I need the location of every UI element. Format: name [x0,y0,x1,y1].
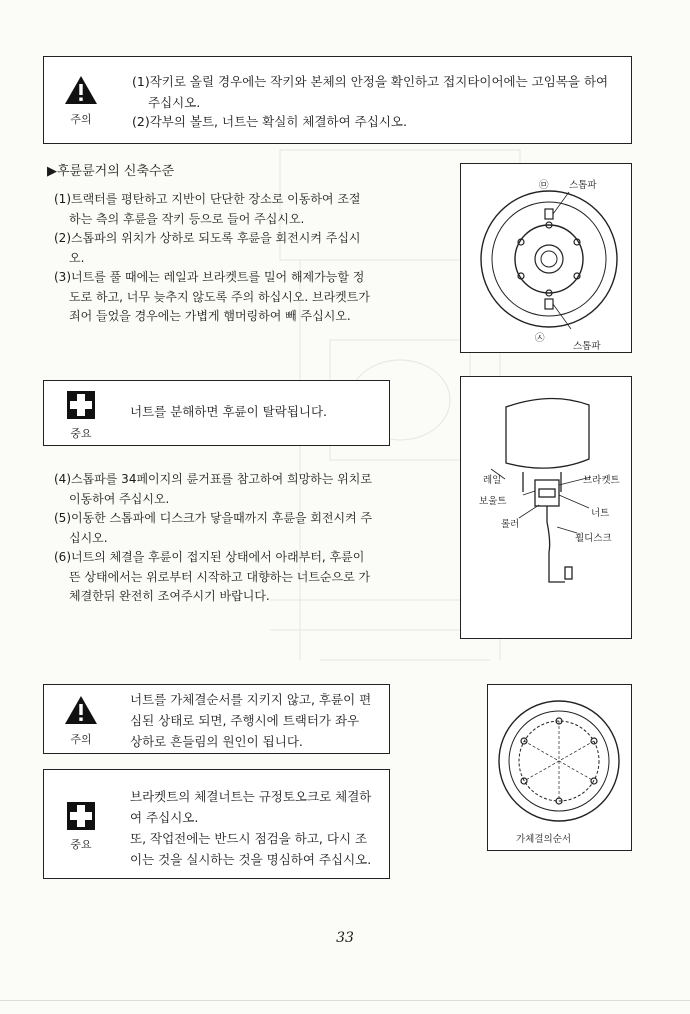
caution-line-2: (2)각부의 볼트, 너트는 확실히 체결하여 주십시오. [132,114,407,129]
important2-line-4: 이는 것을 실시하는 것을 명심하여 주십시오. [130,852,372,867]
caution-icon-group [56,75,106,127]
section-heading: ▶후륜륜거의 신축수준 [47,164,175,179]
warning-triangle-icon [64,75,98,105]
important-icon-group [56,391,106,441]
important-label: 중요 [70,427,92,440]
important2-line-2: 여 주십시오. [130,810,199,825]
important-text: 너트를 분해하면 후륜이 탈락됩니다. [130,404,328,419]
figure-wheel-stopper [460,163,632,353]
important-cross-icon [67,802,95,830]
page-edge-line [0,1000,690,1001]
important-icon-group-2 [56,802,106,852]
step-3: (3)너트를 풀 때에는 레일과 브라켓트를 밀어 해제가능할 정도로 하고, 너무 늦추지 않도록 주의 하십시오. 브라켓트가 죄어 들었을 경우에는 가볍게 햄머링하여 빼 주십시오. [54,270,370,323]
caution-box-tighten-order [43,684,390,754]
tightening-order-caption: 가체결의순서 [516,834,572,845]
label-bracket: 브라켓트 [583,475,620,486]
caution2-line-3: 상하로 흔들림의 원인이 됩니다. [130,734,303,749]
caution-line-1b: 주십시오. [148,95,201,110]
step-5: (5)이동한 스톱파에 디스크가 닿을때까지 후륜을 회전시켜 주십시오. [54,511,373,545]
label-bolt: 보울트 [479,496,507,507]
page-number: 33 [336,930,354,946]
caution-label: 주의 [70,113,92,126]
important2-line-3: 또, 작업전에는 반드시 점검을 하고, 다시 조 [130,831,368,846]
wheel-diagram [461,164,631,352]
warning-triangle-icon [64,695,98,725]
caution2-line-2: 심된 상태로 되면, 주행시에 트랙터가 좌우 [130,713,360,728]
steps-list-a [54,190,374,327]
tightening-order-diagram [488,685,631,850]
step-1: (1)트랙터를 평탄하고 지반이 단단한 장소로 이동하여 조절 하는 측의 후륜을 작키 등으로 들어 주십시오. [54,192,361,226]
important-label-2: 중요 [70,838,92,851]
label-rail: 레일 [483,475,502,486]
stopper-bottom-label: 스톱파 [573,341,601,352]
important2-line-1: 브라켓트의 체결너트는 규정토오크로 체결하 [130,789,372,804]
caution2-line-1: 너트를 가체결순서를 지키지 않고, 후륜이 편 [130,692,372,707]
step-4: (4)스톱파를 34페이지의 륜거표를 참고하여 희망하는 위치로 이동하여 주십시오. [54,472,372,506]
caution-line-1: (1)작키로 올릴 경우에는 작키와 본체의 안정을 확인하고 접지타이어에는 고임목을 하여 [132,74,609,89]
label-wheel-disc: 휠디스크 [575,533,612,544]
important-box-nut [43,380,390,446]
step-6: (6)너트의 체결을 후륜이 접지된 상태에서 아래부터, 후륜이 뜬 상태에서는 위로부터 시작하고 대향하는 너트순으로 가체결한뒤 완전히 조여주시기 바랍니다. [54,550,371,603]
figure-wheel-section [460,376,632,639]
stopper-top-label: 스톱파 [569,180,597,191]
label-nut: 너트 [591,508,610,519]
caution-icon-group-2 [56,695,106,747]
caution-label-2: 주의 [70,733,92,746]
steps-list-b [54,470,374,607]
important-box-torque [43,769,390,879]
label-roller: 롤러 [501,519,520,530]
figure-tightening-order [487,684,632,851]
stopper-top-mark: ㉤ [539,180,549,191]
stopper-bottom-mark: ㉦ [535,333,545,344]
important-cross-icon [67,391,95,419]
step-2: (2)스톱파의 위치가 상하로 되도록 후륜을 회전시켜 주십시오. [54,231,361,265]
caution-box-jack [43,56,632,144]
